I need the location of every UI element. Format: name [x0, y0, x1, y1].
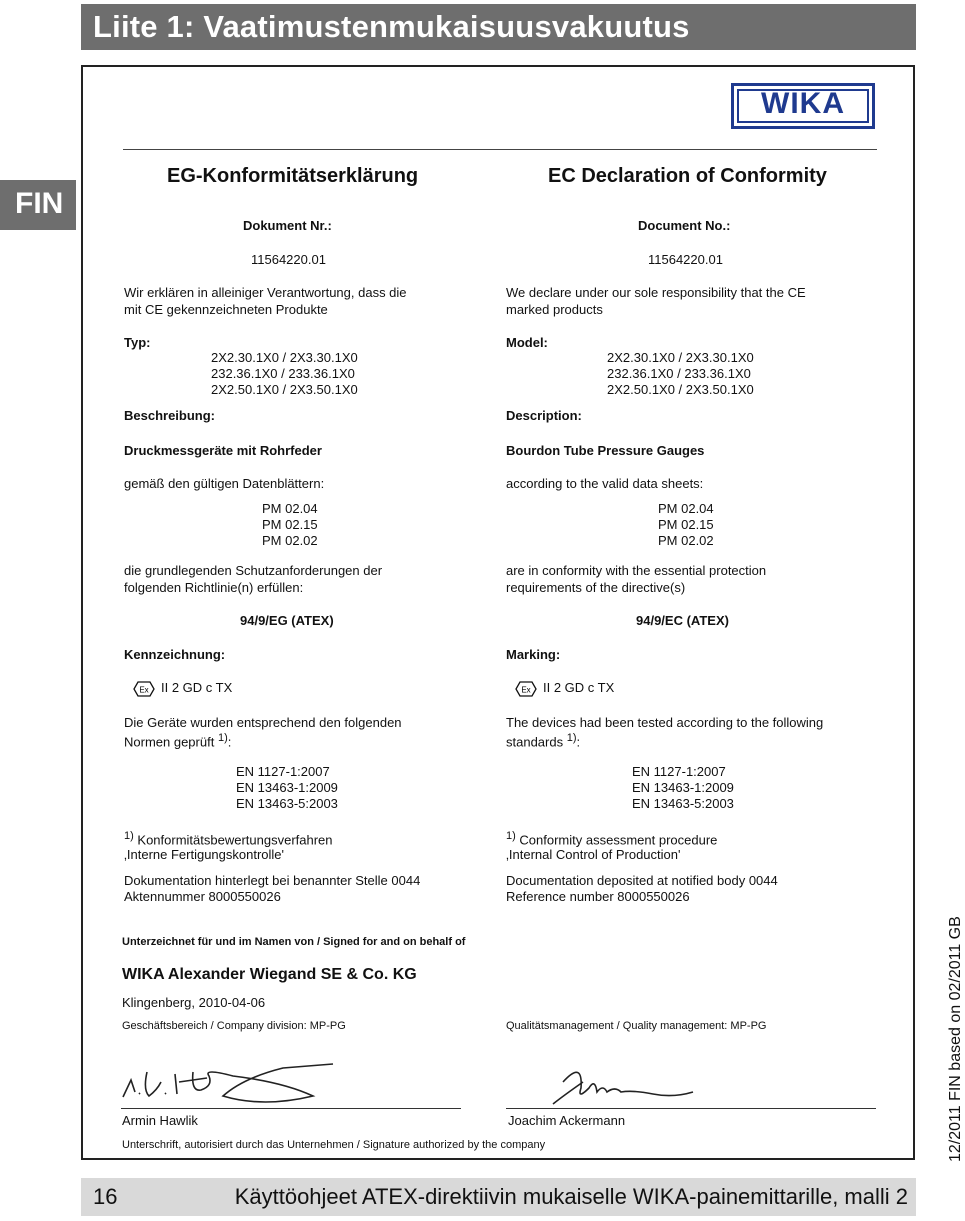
- en-description: Bourdon Tube Pressure Gauges: [506, 443, 705, 458]
- de-deposit-line1: Dokumentation hinterlegt bei benannter Stelle 0044: [124, 873, 421, 888]
- en-directive: 94/9/EC (ATEX): [636, 613, 729, 628]
- de-marking-label: Kennzeichnung:: [124, 647, 226, 662]
- de-standard-3: EN 13463-5:2003: [236, 796, 338, 811]
- signer-left-name: Armin Hawlik: [122, 1113, 198, 1128]
- svg-text:Ex: Ex: [521, 685, 531, 695]
- de-sheet-1: PM 02.04: [262, 501, 318, 516]
- de-sheet-3: PM 02.02: [262, 533, 318, 548]
- de-requirements-line2: folgenden Richtlinie(n) erfüllen:: [124, 580, 304, 595]
- page-footer: [81, 1178, 916, 1216]
- en-footnote-mark: 1): [506, 830, 516, 842]
- ex-hexagon-icon: [133, 681, 155, 697]
- en-model-2: 232.36.1X0 / 233.36.1X0: [607, 366, 751, 381]
- en-deposit-line2: Reference number 8000550026: [506, 889, 690, 904]
- edition-note: 12/2011 FIN based on 02/2011 GB: [947, 916, 964, 1162]
- signature-authorized-note: Unterschrift, autorisiert durch das Unternehmen / Signature authorized by the company: [122, 1139, 546, 1151]
- wika-logo-text: WIKA: [761, 87, 845, 120]
- de-footnote-line1: [124, 830, 333, 847]
- de-standard-1: EN 1127-1:2007: [236, 764, 330, 779]
- en-tested-line2: [506, 732, 580, 749]
- de-tested-line2: [124, 732, 231, 749]
- de-doc-label: Dokument Nr.:: [243, 218, 332, 233]
- footer-title: Käyttöohjeet ATEX-direktiivin mukaiselle WIKA-painemittarille, malli 2: [234, 1184, 908, 1209]
- en-title: EC Declaration of Conformity: [548, 165, 827, 187]
- signed-for-text: Unterzeichnet für und im Namen von / Signed for and on behalf of: [122, 936, 466, 948]
- de-title: EG-Konformitätserklärung: [167, 165, 419, 187]
- en-tested-text: standards: [506, 734, 564, 750]
- de-sheet-2: PM 02.15: [262, 517, 318, 532]
- en-intro-line2: marked products: [506, 302, 603, 317]
- en-marking-label: Marking:: [506, 647, 561, 662]
- en-tested-footnote-mark: 1): [566, 732, 577, 744]
- de-description: Druckmessgeräte mit Rohrfeder: [124, 443, 322, 458]
- en-model-1: 2X2.30.1X0 / 2X3.30.1X0: [607, 350, 754, 365]
- wika-logo: [731, 83, 875, 129]
- quality-label: Qualitätsmanagement / Quality management:: [506, 1020, 728, 1032]
- de-type-label: Typ:: [124, 335, 151, 350]
- signature-hawlik: [113, 1052, 353, 1112]
- en-description-label: Description:: [506, 408, 582, 423]
- de-marking: [133, 680, 232, 697]
- quality-value: MP-PG: [730, 1020, 767, 1032]
- de-doc-number: 11564220.01: [251, 252, 326, 267]
- en-sheet-1: PM 02.04: [658, 501, 714, 516]
- place-date: Klingenberg, 2010-04-06: [122, 995, 266, 1010]
- en-standard-2: EN 13463-1:2009: [632, 780, 734, 795]
- en-tested-suffix: :: [576, 734, 581, 750]
- company-name: WIKA Alexander Wiegand SE & Co. KG: [122, 966, 417, 983]
- page-number: 16: [93, 1184, 118, 1209]
- de-footnote-mark: 1): [124, 830, 134, 842]
- en-sheet-3: PM 02.02: [658, 533, 714, 548]
- de-footnote-line2: ‚Interne Fertigungskontrolle': [124, 847, 285, 862]
- language-tab-label: FIN: [15, 187, 64, 220]
- de-description-label: Beschreibung:: [124, 408, 216, 423]
- de-footnote-text: Konformitätsbewertungsverfahren: [137, 832, 333, 848]
- de-intro-line1: Wir erklären in alleiniger Verantwortung, dass die: [124, 285, 407, 300]
- en-footnote-line2: ‚Internal Control of Production': [506, 847, 681, 862]
- en-doc-number: 11564220.01: [648, 252, 723, 267]
- de-type-1: 2X2.30.1X0 / 2X3.30.1X0: [211, 350, 358, 365]
- de-type-2: 232.36.1X0 / 233.36.1X0: [211, 366, 355, 381]
- de-sheets-label: gemäß den gültigen Datenblättern:: [124, 476, 325, 491]
- en-tested-line1: The devices had been tested according to the following: [506, 715, 824, 730]
- en-deposit-line1: Documentation deposited at notified body 0044: [506, 873, 778, 888]
- de-tested-text: Normen geprüft: [124, 734, 215, 750]
- signature-ackermann: [523, 1052, 723, 1112]
- ex-hexagon-icon: [515, 681, 537, 697]
- en-doc-label: Document No.:: [638, 218, 731, 233]
- en-sheets-label: according to the valid data sheets:: [506, 476, 704, 491]
- page-header: [81, 4, 916, 50]
- declaration-document: [81, 65, 915, 1160]
- en-intro-line1: We declare under our sole responsibility that the CE: [506, 285, 806, 300]
- en-model-3: 2X2.50.1X0 / 2X3.50.1X0: [607, 382, 754, 397]
- de-deposit-line2: Aktennummer 8000550026: [124, 889, 281, 904]
- header-rule: [123, 149, 877, 150]
- en-standard-1: EN 1127-1:2007: [632, 764, 726, 779]
- de-tested-footnote-mark: 1): [217, 732, 228, 744]
- en-marking-text: II 2 GD c TX: [543, 680, 615, 695]
- en-sheet-2: PM 02.15: [658, 517, 714, 532]
- en-standard-3: EN 13463-5:2003: [632, 796, 734, 811]
- division-line: [122, 1020, 346, 1032]
- en-marking: [515, 680, 614, 697]
- de-marking-text: II 2 GD c TX: [161, 680, 233, 695]
- en-footnote-text: Conformity assessment procedure: [519, 832, 718, 848]
- svg-text:Ex: Ex: [139, 685, 149, 695]
- en-requirements-line1: are in conformity with the essential protection: [506, 563, 767, 578]
- en-requirements-line2: requirements of the directive(s): [506, 580, 686, 595]
- signature-line-left: [121, 1108, 461, 1109]
- signer-right-name: Joachim Ackermann: [508, 1113, 626, 1128]
- de-type-3: 2X2.50.1X0 / 2X3.50.1X0: [211, 382, 358, 397]
- division-value: MP-PG: [309, 1020, 346, 1032]
- quality-line: [506, 1020, 766, 1032]
- de-standard-2: EN 13463-1:2009: [236, 780, 338, 795]
- en-footnote-line1: [506, 830, 717, 847]
- de-tested-line1: Die Geräte wurden entsprechend den folgenden: [124, 715, 402, 730]
- language-tab: [0, 180, 76, 230]
- division-label: Geschäftsbereich / Company division:: [122, 1020, 307, 1032]
- de-requirements-line1: die grundlegenden Schutzanforderungen der: [124, 563, 383, 578]
- en-model-label: Model:: [506, 335, 548, 350]
- signature-line-right: [506, 1108, 876, 1109]
- page-header-title: Liite 1: Vaatimustenmukaisuusvakuutus: [93, 9, 690, 44]
- de-tested-suffix: :: [227, 734, 232, 750]
- de-intro-line2: mit CE gekennzeichneten Produkte: [124, 302, 328, 317]
- de-directive: 94/9/EG (ATEX): [240, 613, 334, 628]
